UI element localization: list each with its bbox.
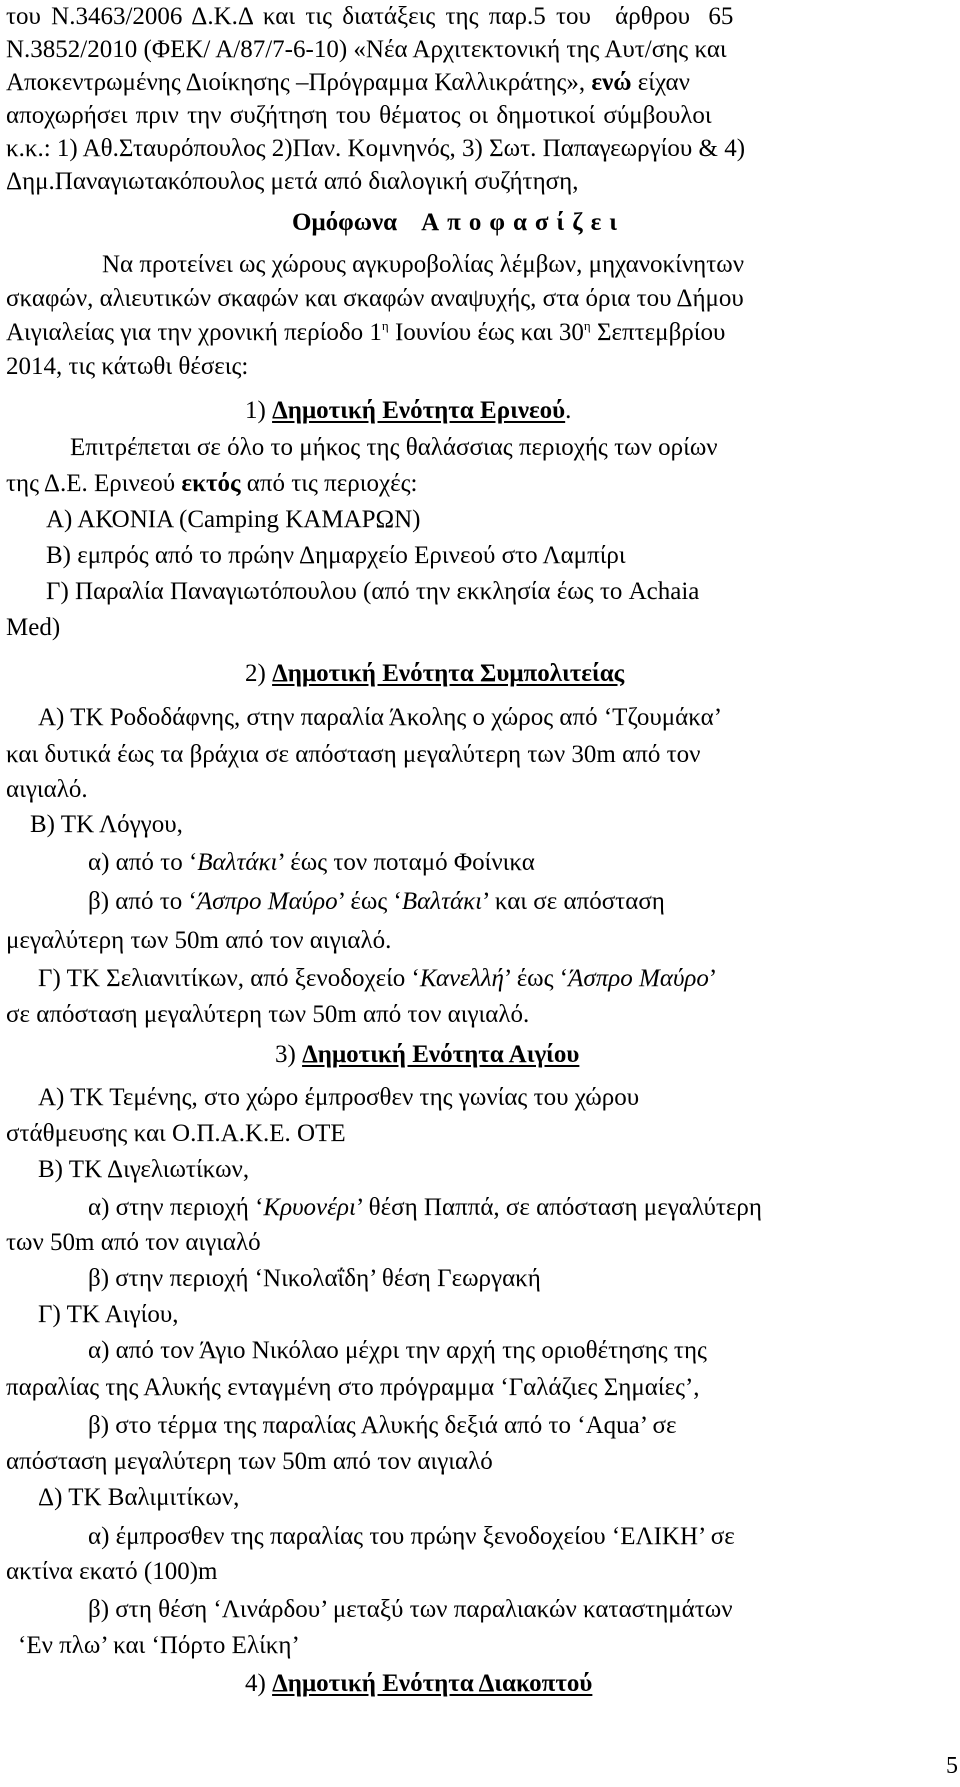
text-line: και δυτικά έως τα βράχια σε απόσταση μεγαλύτερη των 30m από τον: [6, 741, 701, 768]
text-line: α) από το ‘Βαλτάκι’ έως τον ποταμό Φοίνικα: [88, 849, 535, 876]
text-line: ακτίνα εκατό (100)m: [6, 1558, 218, 1585]
section-heading: 1) Δημοτική Ενότητα Ερινεού.: [245, 397, 572, 424]
text-line: Β) ΤΚ Λόγγου,: [30, 811, 183, 838]
text-line: αιγιαλό.: [6, 776, 88, 803]
text-line: παραλίας της Αλυκής ενταγμένη στο πρόγραμμα ‘Γαλάζιες Σημαίες’,: [6, 1374, 700, 1401]
page-number: 5: [946, 1753, 958, 1779]
text-line: β) στην περιοχή ‘Νικολαΐδη’ θέση Γεωργακή: [88, 1265, 541, 1292]
text-line: Med): [6, 614, 61, 641]
text-line: Α) ΤΚ Τεμένης, στο χώρο έμπροσθεν της γωνίας του χώρου: [38, 1084, 640, 1111]
text-line: Αιγιαλείας για την χρονική περίοδο $1^\eta$ Ιουνίου έως και $30^\eta$ Σεπτεμβρίου: [6, 318, 726, 346]
text-line: Β) εμπρός από το πρώην Δημαρχείο Ερινεού στο Λαμπίρι: [46, 542, 626, 569]
text-line: α) έμπροσθεν της παραλίας του πρώην ξενοδοχείου ‘ΕΛΙΚΗ’ σε: [88, 1523, 735, 1550]
text-line: β) στο τέρμα της παραλίας Αλυκής δεξιά από το ‘Aqua’ σε: [88, 1412, 677, 1439]
text-line: α) από τον Άγιο Νικόλαο μέχρι την αρχή της οριοθέτησης της: [88, 1337, 707, 1364]
text-line: απόσταση μεγαλύτερη των 50m από τον αιγιαλό: [6, 1448, 493, 1475]
text-line: Επιτρέπεται σε όλο το μήκος της θαλάσσιας περιοχής των ορίων: [70, 434, 718, 461]
text-line: του Ν.3463/2006 Δ.Κ.Δ και τις διατάξεις της παρ.5 του άρθρου 65: [6, 3, 734, 30]
text-line: σε απόσταση μεγαλύτερη των 50m από τον αιγιαλό.: [6, 1001, 530, 1028]
text-line: μεγαλύτερη των 50m από τον αιγιαλό.: [6, 927, 392, 954]
text-line: β) από το ‘Άσπρο Μαύρο’ έως ‘Βαλτάκι’ και σε απόσταση: [88, 888, 665, 915]
text-line: Δημ.Παναγιωτακόπουλος μετά από διαλογική συζήτηση,: [6, 168, 579, 195]
text-line: Ν.3852/2010 (ΦΕΚ/ Α/87/7-6-10) «Νέα Αρχιτεκτονική της Αυτ/σης και: [6, 36, 727, 63]
text-line: της Δ.Ε. Ερινεού εκτός από τις περιοχές:: [6, 470, 418, 497]
section-heading: 2) Δημοτική Ενότητα Συμπολιτείας: [245, 660, 625, 687]
section-heading: 3) Δημοτική Ενότητα Αιγίου: [275, 1041, 580, 1068]
text-line: Αποκεντρωμένης Διοίκησης –Πρόγραμμα Καλλικράτης», ενώ είχαν: [6, 69, 690, 96]
text-line: Γ) ΤΚ Αιγίου,: [38, 1301, 179, 1328]
text-line: α) στην περιοχή ‘Κρυονέρι’ θέση Παππά, σε απόσταση μεγαλύτερη: [88, 1194, 762, 1221]
text-line: Δ) ΤΚ Βαλιμιτίκων,: [38, 1484, 240, 1511]
text-line: Α) ΑΚΟΝΙΑ (Camping ΚΑΜΑΡΩΝ): [46, 506, 421, 533]
text-line: Α) ΤΚ Ροδοδάφνης, στην παραλία Άκολης ο χώρος από ‘Τζουμάκα’: [38, 704, 723, 731]
text-line: Β) ΤΚ Διγελιωτίκων,: [38, 1156, 250, 1183]
decision-heading: Ομόφωνα Αποφασίζει: [292, 209, 626, 236]
text-line: ‘Εν πλω’ και ‘Πόρτο Ελίκη’: [18, 1632, 300, 1659]
text-line: Γ) ΤΚ Σελιανιτίκων, από ξενοδοχείο ‘Κανελλή’ έως ‘Άσπρο Μαύρο’: [38, 965, 718, 992]
text-line: Γ) Παραλία Παναγιωτόπουλου (από την εκκλησία έως το Achaia: [46, 578, 700, 605]
text-line: β) στη θέση ‘Λινάρδου’ μεταξύ των παραλιακών καταστημάτων: [88, 1596, 733, 1623]
text-line: στάθμευσης και Ο.Π.Α.Κ.Ε. ΟΤΕ: [6, 1120, 346, 1147]
text-line: σκαφών, αλιευτικών σκαφών και σκαφών αναψυχής, στα όρια του Δήμου: [6, 285, 744, 312]
text-line: αποχωρήσει πριν την συζήτηση του θέματος οι δημοτικοί σύμβουλοι: [6, 102, 712, 129]
text-line: κ.κ.: 1) Αθ.Σταυρόπουλος 2)Παν. Κομνηνός, 3) Σωτ. Παπαγεωργίου & 4): [6, 135, 746, 162]
section-heading: 4) Δημοτική Ενότητα Διακοπτού: [245, 1670, 593, 1697]
text-line: Να προτείνει ως χώρους αγκυροβολίας λέμβων, μηχανοκίνητων: [102, 251, 745, 278]
text-line: 2014, τις κάτωθι θέσεις:: [6, 353, 249, 380]
text-line: των 50m από τον αιγιαλό: [6, 1229, 261, 1256]
